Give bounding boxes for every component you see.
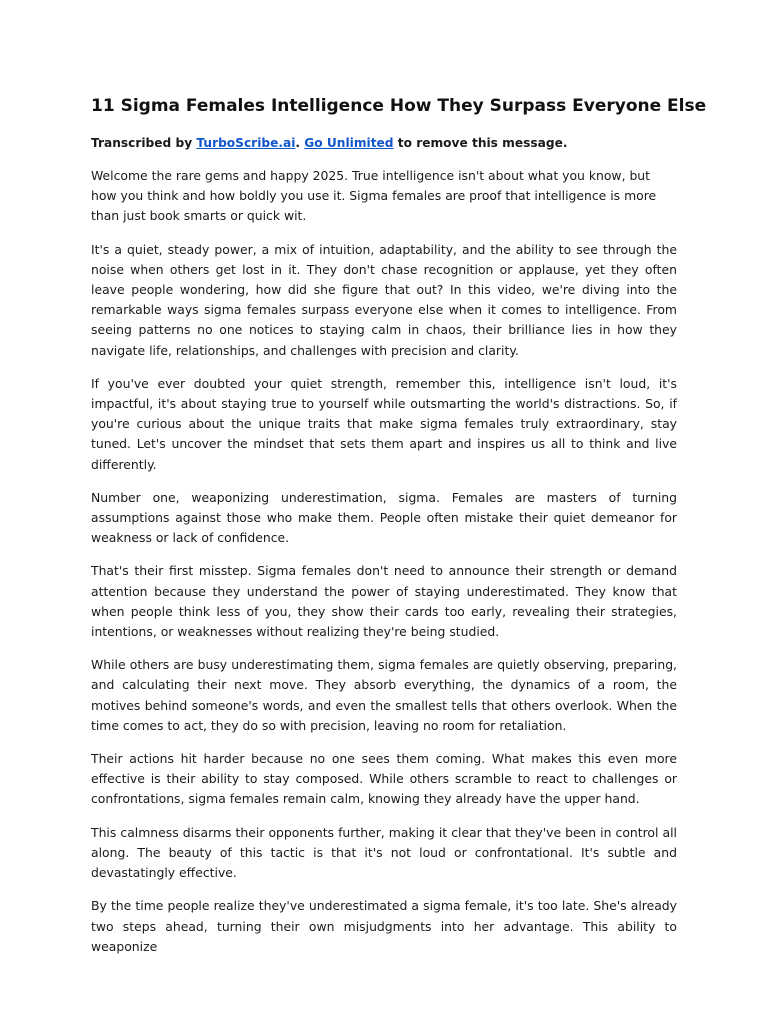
credit-suffix: to remove this message. [393,136,568,150]
paragraph-4: Number one, weaponizing underestimation, sigma. Females are masters of turning assumptions against those who make them. People often mistake their quiet demeanor for weakness or lack of confidence. [91,489,677,546]
paragraph-6: While others are busy underestimating them, sigma females are quietly observing, preparing, and calculating their next move. They absorb everything, the dynamics of a room, the motives behind someone's words, and even the smallest tells that others overlook. When the time comes to act, they do so with precision, leaving no room for retaliation. [91,657,677,733]
paragraph-3: If you've ever doubted your quiet strength, remember this, intelligence isn't loud, it's impactful, it's about staying true to yourself while outsmarting the world's distractions. So, if you're curious about the unique traits that make sigma females truly extraordinary, stay tuned. Let's uncover the mindset that sets them apart and inspires us all to think and live differently. [91,375,677,472]
paragraph-7: Their actions hit harder because no one sees them coming. What makes this even more effective is their ability to stay composed. While others scramble to react to challenges or confrontations, sigma females remain calm, knowing they already have the upper hand. [91,751,677,807]
document-title: 11 Sigma Females Intelligence How They Surpass Everyone Else [91,96,707,116]
paragraph-2: It's a quiet, steady power, a mix of intuition, adaptability, and the ability to see through the noise when others get lost in it. They don't chase recognition or applause, yet they often leave people wondering, how did she figure that out? In this video, we're diving into the remarkable ways sigma females surpass everyone else when it comes to intelligence. From seeing patterns no one notices to staying calm in chaos, their brilliance lies in how they navigate life, relationships, and challenges with precision and clarity. [91,241,677,358]
document-page [91,94,707,970]
transcription-credit [91,134,677,152]
turboscribe-link[interactable]: TurboScribe.ai [196,136,296,150]
credit-prefix: Transcribed by [91,136,197,150]
paragraph-9: By the time people realize they've underestimated a sigma female, it's too late. She's already two steps ahead, turning their own misjudgments into her advantage. This ability to weaponize [91,898,677,954]
paragraph-8: This calmness disarms their opponents further, making it clear that they've been in control all along. The beauty of this tactic is that it's not loud or confrontational. It's subtle and devastatingly effective. [91,824,677,881]
paragraph-5: That's their first misstep. Sigma females don't need to announce their strength or demand attention because they understand the power of staying underestimated. They know that when people think less of you, they show their cards too early, revealing their strategies, intentions, or weaknesses without realizing they're being studied. [91,563,677,640]
credit-separator: . [295,136,305,150]
paragraph-1: Welcome the rare gems and happy 2025. True intelligence isn't about what you know, but how you think and how boldly you use it. Sigma females are proof that intelligence is more than just book smarts or quick wit. [91,168,657,224]
go-unlimited-link[interactable]: Go Unlimited [304,136,394,150]
